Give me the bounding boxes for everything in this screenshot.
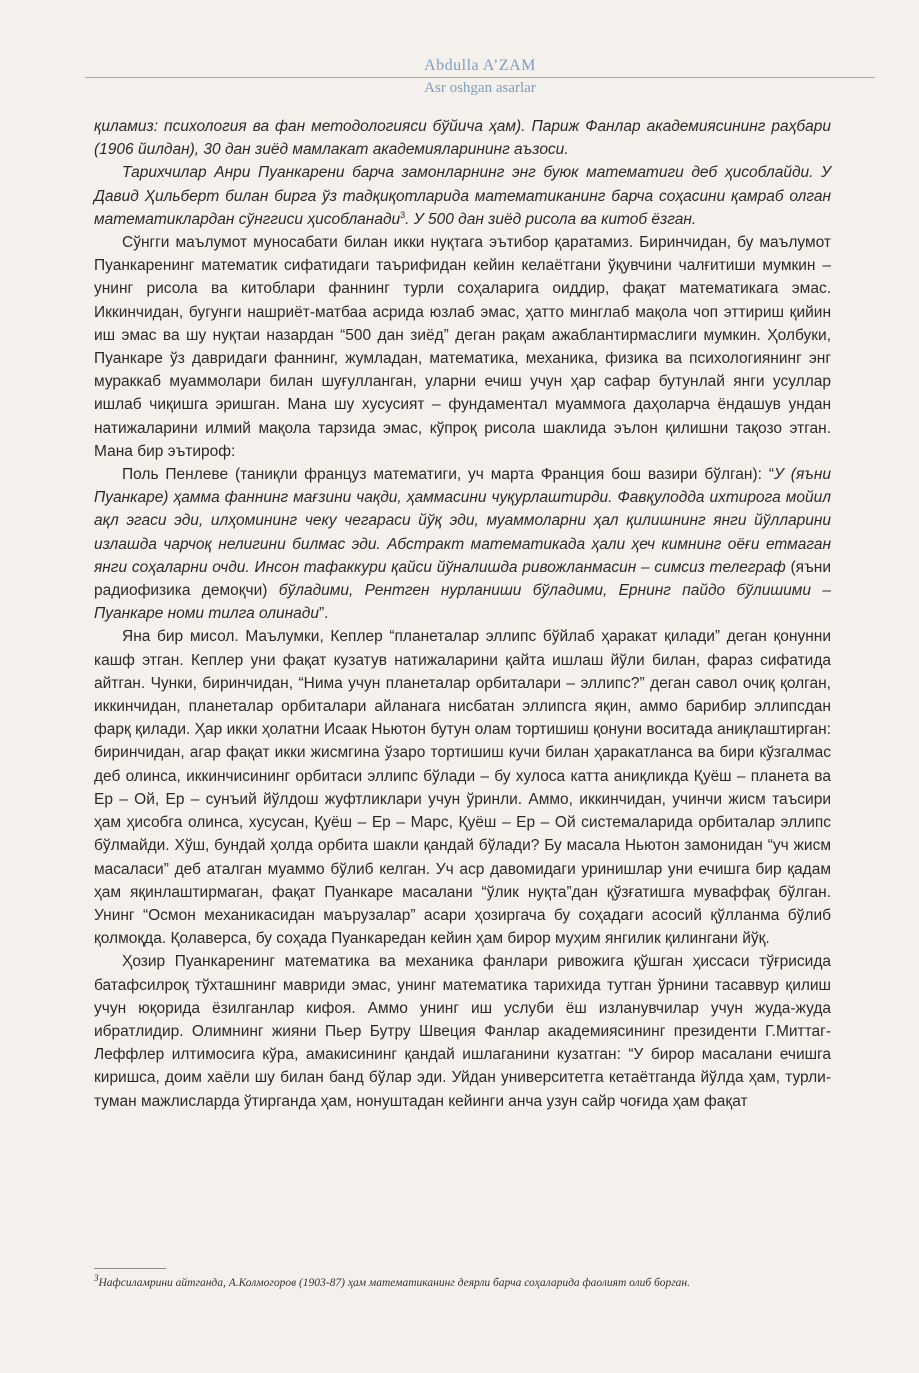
page-body: [94, 115, 831, 1113]
quote-text-b: бўладими, Рентген нурланиши бўладими, Ернинг пайдо бўлишими – Пуанкаре номи тилга олинади: [94, 582, 831, 623]
footnote-text: Нафсиламрини айтганда, А.Колмогоров (1903-87) ҳам математиканинг деярли барча соҳаларида фаолият олиб борган.: [98, 1277, 691, 1289]
footnote-ref[interactable]: 3: [400, 209, 406, 220]
paragraph-2-text-b: . У 500 дан зиёд рисола ва китоб ёзган.: [405, 210, 697, 228]
header-rule: [85, 77, 875, 78]
paragraph-2: [94, 161, 831, 231]
footnote-mark: 3: [94, 1273, 99, 1284]
paragraph-3: Сўнгги маълумот муносабати билан икки нуқтага эътибор қаратамиз. Биринчидан, бу маълумот Пуанкаренинг математик сифатидаги таърифидан кейин келаётгани ўқувчини чалғитиши мумкин – унинг рисола ва китоблари фаннинг турли соҳаларига оиддир, фақат математикага эмас. Иккинчидан, бугунги нашриёт-матбаа асрида юзлаб эмас, ҳатто минглаб мақола чоп эттириш қийин иш эмас ва шу нуқтаи назардан “500 дан зиёд” деган рақам ажаблантирмаслиги мумкин. Ҳолбуки, Пуанкаре ўз давридаги фаннинг, жумладан, математика, механика, физика ва психологиянинг энг мураккаб муаммолари билан шуғулланган, уларни ечиш учун ҳар сафар бутунлай янги усуллар ишлаб чиқишга эришган. Мана шу хусусият – фундаментал муаммога даҳоларча ёндашув ундан натижаларини илмий мақола тарзида эмас, кўпроқ рисола шаклида эълон қилишни тақозо этган. Мана бир эътироф:: [94, 234, 831, 460]
quote-aside: (яъни радиофизика демоқчи): [94, 558, 831, 600]
quote-text-a: У (яъни Пуанкаре) ҳамма фаннинг мағзини чақди, ҳаммасини чуқурлаштирди. Фавқулодда ихтирога мойил ақл эгаси эди, илҳомининг чеку чегараси йўқ эди, муаммоларни ҳал қилишнинг янги йўлларини излашда чарчоқ нелигини билмас эди. Абстракт математикада ҳали ҳеч кимнинг оёғи етмаган янги соҳаларни очди. Инсон тафаккури қайси йўналишда ривожланмасин – симсиз телеграф: [94, 466, 831, 576]
paragraph-1: [94, 115, 831, 161]
header-author: Abdulla A’ZAM: [424, 57, 536, 74]
quote-close: ”.: [318, 605, 329, 623]
paragraph-5: Яна бир мисол. Маълумки, Кеплер “планеталар эллипс бўйлаб ҳаракат қилади” деган қонунни кашф этган. Кеплер уни фақат кузатув натижаларини қайта ишлаш йўли билан, фараз сифатида айтган. Чунки, биринчидан, “Нима учун планеталар орбиталари – эллипс?” деган савол очиқ қолган, иккинчидан, планеталар орбиталари айланага нисбатан эллипсга яқин, аммо барибир эллипсдан фарқ қилади. Ҳар икки ҳолатни Исаак Ньютон бутун олам тортишиш қонуни воситада аниқлаштирган: биринчидан, агар фақат икки жисмгина ўзаро тортишиш кучи билан ҳаракатланса ва бири кўзгалмас деб олинса, иккинчисининг орбитаси эллипс бўлади – бу хулоса катта аниқликда Қуёш – планета ва Ер – Ой, Ер – сунъий йўлдош жуфтликлари учун ўринли. Аммо, иккинчидан, учинчи жисм таъсири ҳам ҳисобга олинса, хусусан, Қуёш – Ер – Марс, Қуёш – Ер – Ой системаларида орбиталар эллипс бўлмайди. Хўш, бундай ҳолда орбита шакли қандай бўлади? Бу масала Ньютон замонидан “уч жисм масаласи” деб аталган муаммо бўлиб келган. Уч аср давомидаги уринишлар уни ечишга бир қадам ҳам яқинлаштирмаган, фақат Пуанкаре масалани “ўлик нуқта”дан қўзғатишга муваффақ бўлган. Унинг “Осмон механикасидан маърузалар” асари ҳозиргача бу соҳадаги асосий қўлланма бўлиб қолмоқда. Қолаверса, бу соҳада Пуанкаредан кейин ҳам бирор муҳим янгилик қилингани йўқ.: [94, 628, 831, 948]
running-header: [85, 56, 875, 97]
paragraph-2-text-a: Тарихчилар Анри Пуанкарени барча замонларнинг энг буюк математиги деб ҳисоблайди. У Давид Ҳильберт билан бирга ўз тадқиқотларида математиканинг барча соҳасини қамраб олган математиклардан сўнггиси ҳисобланади: [94, 164, 831, 228]
header-series: Asr oshgan asarlar: [424, 80, 536, 96]
quote-intro: Поль Пенлеве (таниқли француз математиги, уч марта Франция бош вазири бўлган): “: [122, 466, 774, 484]
footnote: [94, 1273, 854, 1290]
paragraph-1-text: қиламиз: психология ва фан методологияси бўйича ҳам). Париж Фанлар академиясининг раҳбари (1906 йилдан), 30 дан зиёд мамлакат академияларининг аъзоси.: [94, 118, 831, 159]
footnote-rule: [94, 1268, 166, 1269]
paragraph-4: [94, 463, 831, 625]
paragraph-6: Ҳозир Пуанкаренинг математика ва механика фанлари ривожига қўшган ҳиссаси тўғрисида батафсилроқ тўхташнинг мавриди эмас, унинг математика тарихида тутган ўрнини тасаввур қилиш учун юқорида ёзилганлар кифоя. Аммо унинг иш услуби ёш изланувчилар учун жуда-жуда ибратлидир. Олимнинг жияни Пьер Бутру Швеция Фанлар академиясининг президенти Г.Миттаг-Леффлер илтимосига кўра, амакисининг қандай ишлаганини кузатган: “У бирор масалани ечишга киришса, доим хаёли шу билан банд бўлар эди. Уйдан университетга кетаётганда йўлда ҳам, турли-туман мажлисларда ўтирганда ҳам, нонуштадан кейинги анча узун сайр чоғида ҳам фақат: [94, 953, 831, 1110]
